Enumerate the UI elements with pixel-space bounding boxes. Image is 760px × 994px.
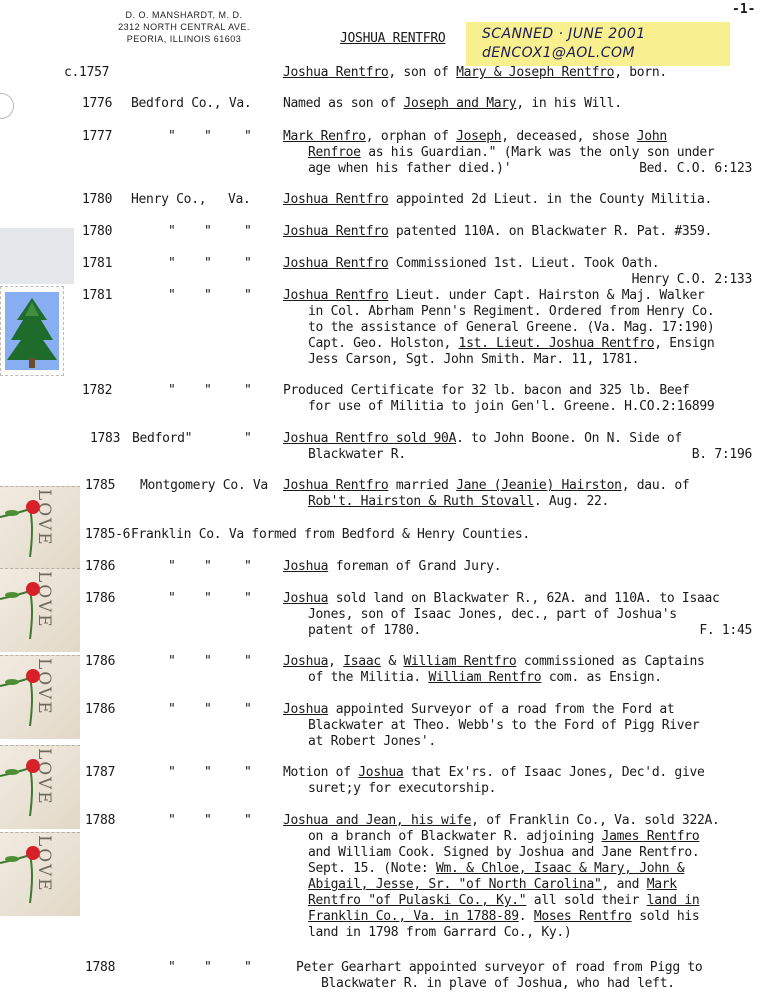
entry-text-segment: in Col. Abrham Penn's Regiment. Ordered from Henry Co.: [308, 304, 715, 319]
entry-text-segment: Abigail, Jesse, Sr. "of North Carolina": [308, 877, 602, 892]
entry-line: [283, 431, 757, 447]
entry-text: [283, 65, 757, 81]
entry-text-segment: John: [636, 129, 667, 144]
entry-text-segment: age when his father died.)': [308, 161, 512, 176]
entry-text-segment: Rentfro "of Pulaski Co., Ky.": [308, 893, 527, 908]
entry-line: [283, 829, 757, 845]
entry-ditto: ": [204, 702, 212, 717]
entry-text-segment: of the Militia.: [308, 670, 429, 685]
entry-text-segment: foreman of Grand Jury.: [328, 559, 502, 574]
entry-ditto: ": [168, 702, 176, 717]
entry-line: [283, 877, 757, 893]
entry-text-segment: Jones, son of Isaac Jones, dec., part of Joshua's: [308, 607, 677, 622]
entry-text-segment: , son of: [388, 65, 457, 80]
love-stamp-word: LOVE: [34, 658, 54, 716]
entry-text-segment: appointed 2d Lieut. in the County Militia.: [388, 192, 713, 207]
entry-line: [283, 399, 757, 415]
entry-line: [283, 781, 757, 797]
entry-text-segment: , of Franklin Co., Va. sold 322A.: [471, 813, 720, 828]
entry-text-segment: . to John Boone. On N. Side of: [456, 431, 682, 446]
entry-text-segment: all sold their: [526, 893, 647, 908]
entry-date: 1781: [82, 256, 113, 271]
love-stamp: [0, 832, 80, 916]
entry-line: [283, 478, 757, 494]
page-title: JOSHUA RENTFRO: [340, 31, 446, 46]
entry-text-segment: , born.: [614, 65, 667, 80]
entry-text-segment: sold land on Blackwater R., 62A. and 110A. to Isaac: [328, 591, 720, 606]
entry-ditto: ": [204, 813, 212, 828]
love-stamp: [0, 486, 80, 570]
entry-date: 1788: [85, 960, 116, 975]
punch-hole: [0, 93, 14, 119]
entry-citation: B. 7:196: [691, 447, 752, 462]
entry-ditto: ": [244, 129, 252, 144]
love-stamp-word: LOVE: [34, 835, 54, 893]
entry-line: [283, 559, 757, 575]
entry-text-segment: on a branch of Blackwater R. adjoining: [308, 829, 602, 844]
entry-text: [283, 478, 757, 510]
entry-line: [283, 336, 757, 352]
entry-line: [283, 256, 757, 272]
entry-text-segment: sold his: [631, 909, 700, 924]
entry-text-segment: appointed Surveyor of a road from the Ford at: [328, 702, 675, 717]
entry-date: c.1757: [64, 65, 110, 80]
entry-ditto: ": [204, 256, 212, 271]
entry-text-segment: 1st. Lieut. Joshua Rentfro: [458, 336, 655, 351]
entry-text-segment: Joshua Rentfro: [283, 192, 389, 207]
entry-text-segment: patent of 1780.: [308, 623, 421, 638]
entry-line: [283, 607, 757, 623]
entry-line: [283, 447, 757, 463]
entry-text-segment: married: [388, 478, 457, 493]
sticky-note-line: dENCOX1@AOL.COM: [482, 45, 635, 61]
entry-text-segment: to the assistance of General Greene. (Va. Mag. 17:190): [308, 320, 715, 335]
entry-text-segment: . Aug. 22.: [533, 494, 610, 509]
entry-text-segment: Mary & Joseph Rentfro: [456, 65, 615, 80]
sticky-note: [466, 22, 730, 66]
entry-text-segment: Franklin Co., Va. in 1788-89: [308, 909, 519, 924]
entry-ditto: ": [244, 765, 252, 780]
entry-text-segment: Joshua Rentfro: [283, 224, 389, 239]
entry-text-segment: Blackwater at Theo. Webb's to the Ford of Pigg River: [308, 718, 700, 733]
entry-line: [283, 925, 757, 941]
entry-line: [283, 383, 757, 399]
entry-text-segment: Joshua: [283, 654, 329, 669]
entry-text-segment: Joseph: [456, 129, 502, 144]
tree-stamp-image: [5, 292, 59, 370]
entry-line: [283, 224, 757, 240]
entry-text: [283, 192, 757, 208]
entry-date: 1786: [85, 591, 116, 606]
entry-text: [283, 288, 757, 368]
entry-text-segment: Joshua Rentfro sold 90A: [283, 431, 457, 446]
entry-line: [283, 734, 757, 750]
entry-line: [283, 845, 757, 861]
entry-line: [283, 145, 757, 161]
entry-ditto: ": [168, 383, 176, 398]
entry-text: [283, 224, 757, 240]
entry-text: [283, 765, 757, 797]
entry-text-segment: Wm. & Chloe, Isaac & Mary, John &: [435, 861, 685, 876]
entry-text-segment: .: [518, 909, 534, 924]
entry-text-segment: land in: [646, 893, 700, 908]
entry-text-segment: William Rentfro: [428, 670, 542, 685]
entry-ditto: ": [204, 288, 212, 303]
entry-ditto: ": [168, 765, 176, 780]
entry-ditto: ": [204, 960, 212, 975]
entry-text-segment: Joshua Rentfro: [283, 478, 389, 493]
entry-line: [283, 320, 757, 336]
entry-text: [283, 591, 757, 639]
letterhead-name: D. O. MANSHARDT, M. D.: [125, 10, 243, 20]
entry-line: [296, 976, 760, 992]
entry-text-segment: Joshua Rentfro: [283, 65, 389, 80]
entry-text-segment: com. as Ensign.: [541, 670, 662, 685]
entry-line: [283, 670, 757, 686]
entry-ditto: ": [244, 960, 252, 975]
entry-ditto: ": [168, 224, 176, 239]
entry-ditto: ": [244, 256, 252, 271]
entry-ditto: ": [244, 591, 252, 606]
entry-date: 1787: [85, 765, 116, 780]
entry-ditto: ": [204, 559, 212, 574]
entry-text-segment: , dau. of: [621, 478, 690, 493]
entry-date: 1786: [85, 702, 116, 717]
entry-line: [283, 129, 757, 145]
entry-place: Henry Co.,: [131, 192, 207, 207]
entry-ditto: ": [204, 224, 212, 239]
entry-place: Bedford": [132, 431, 193, 446]
entry-text: [296, 960, 760, 992]
entry-text-segment: Capt. Geo. Holston,: [308, 336, 459, 351]
entry-citation: Bed. C.O. 6:123: [639, 161, 752, 176]
tree-icon: [5, 292, 59, 370]
entry-text-segment: Mark Renfro: [283, 129, 366, 144]
entry-text-segment: Peter Gearhart appointed surveyor of road from Pigg to: [296, 960, 703, 975]
entry-date: 1783: [90, 431, 121, 446]
entry-text-segment: Joshua Rentfro: [283, 256, 389, 271]
entry-ditto: ": [204, 383, 212, 398]
entry-text-segment: that Ex'rs. of Isaac Jones, Dec'd. give: [403, 765, 705, 780]
entry-text-segment: Blackwater R.: [308, 447, 406, 462]
entry-text-segment: , orphan of: [365, 129, 457, 144]
entry-text-segment: Commissioned 1st. Lieut. Took Oath.: [388, 256, 660, 271]
entry-line: [283, 352, 757, 368]
entry-ditto: Va.: [228, 192, 251, 207]
entry-place: Bedford Co., Va.: [131, 96, 252, 111]
love-stamp: [0, 568, 80, 652]
love-stamp-word: LOVE: [34, 748, 54, 806]
entry-date: 1781: [82, 288, 113, 303]
entry-text-segment: commissioned as Captains: [516, 654, 705, 669]
entry-line: [283, 623, 757, 639]
entry-date: 1788: [85, 813, 116, 828]
entry-line: [283, 702, 757, 718]
entry-place: Montgomery Co. Va: [140, 478, 268, 493]
entry-text-segment: Joshua: [283, 559, 329, 574]
entry-ditto: ": [168, 129, 176, 144]
entry-date: 1777: [82, 129, 113, 144]
love-stamp-word: LOVE: [34, 489, 54, 547]
entry-text-segment: &: [380, 654, 404, 669]
entry-ditto: ": [168, 288, 176, 303]
entry-line: [283, 192, 757, 208]
letterhead-street: 2312 NORTH CENTRAL AVE.: [118, 22, 250, 32]
entry-text-segment: land in 1798 from Garrard Co., Ky.): [308, 925, 572, 940]
entry-text-segment: , Ensign: [654, 336, 715, 351]
entry-text: [283, 96, 757, 112]
page-number: -1-: [732, 2, 756, 17]
entry-date: 1780: [82, 192, 113, 207]
entry-text-segment: Joshua and Jean, his wife: [283, 813, 472, 828]
entry-place: Franklin Co. Va formed from Bedford & Henry Counties.: [131, 527, 530, 542]
entry-line: [283, 591, 757, 607]
entry-text: [283, 702, 757, 750]
entry-line: [283, 654, 757, 670]
entry-text-segment: at Robert Jones'.: [308, 734, 436, 749]
entry-line: [283, 65, 757, 81]
entry-text-segment: and William Cook. Signed by Joshua and Jane Rentfro.: [308, 845, 700, 860]
entry-ditto: ": [204, 765, 212, 780]
entry-ditto: ": [204, 591, 212, 606]
entry-ditto: ": [168, 960, 176, 975]
entry-ditto: ": [244, 383, 252, 398]
entry-text-segment: Lieut. under Capt. Hairston & Maj. Walker: [388, 288, 705, 303]
tree-stamp: [0, 286, 64, 376]
entry-ditto: ": [244, 288, 252, 303]
entry-date: 1782: [82, 383, 113, 398]
entry-ditto: ": [244, 559, 252, 574]
entry-text-segment: Joshua: [283, 591, 329, 606]
entry-text-segment: Jane (Jeanie) Hairston: [456, 478, 622, 493]
entry-line: [296, 960, 760, 976]
entry-ditto: ": [168, 654, 176, 669]
love-stamp: [0, 655, 80, 739]
entry-text-segment: Produced Certificate for 32 lb. bacon and 325 lb. Beef: [283, 383, 690, 398]
entry-text-segment: Rob't. Hairston & Ruth Stovall: [308, 494, 534, 509]
entry-text: [283, 431, 757, 463]
love-stamp-word: LOVE: [34, 571, 54, 629]
entry-citation: Henry C.O. 2:133: [631, 272, 752, 287]
entry-text-segment: Moses Rentfro: [533, 909, 632, 924]
entry-ditto: ": [168, 256, 176, 271]
entry-text-segment: Blackwater R. in plave of Joshua, who had left.: [321, 976, 675, 991]
entry-ditto: ": [244, 224, 252, 239]
entry-text-segment: Jess Carson, Sgt. John Smith. Mar. 11, 1781.: [308, 352, 640, 367]
entry-ditto: ": [244, 702, 252, 717]
entry-line: [283, 96, 757, 112]
entry-line: [283, 861, 757, 877]
entry-line: [283, 494, 757, 510]
entry-line: [283, 288, 757, 304]
entry-date: 1776: [82, 96, 113, 111]
entry-text-segment: , and: [601, 877, 647, 892]
entry-date: 1786: [85, 654, 116, 669]
entry-ditto: ": [168, 559, 176, 574]
entry-line: [283, 893, 757, 909]
entry-text-segment: Joshua Rentfro: [283, 288, 389, 303]
entry-ditto: ": [244, 431, 252, 446]
entry-line: [283, 765, 757, 781]
entry-text-segment: , deceased, shose: [501, 129, 637, 144]
entry-text-segment: William Rentfro: [403, 654, 517, 669]
entry-text: [283, 383, 757, 415]
entry-line: [283, 813, 757, 829]
entry-date: 1785: [85, 478, 116, 493]
entry-text-segment: Named as son of: [283, 96, 404, 111]
entry-text: [283, 256, 757, 272]
entry-text-segment: Motion of: [283, 765, 359, 780]
letterhead-city: PEORIA, ILLINOIS 61603: [126, 34, 242, 44]
entry-text-segment: James Rentfro: [601, 829, 700, 844]
entry-date: 1780: [82, 224, 113, 239]
entry-text-segment: for use of Militia to join Gen'l. Greene. H.CO.2:16899: [308, 399, 715, 414]
entry-ditto: ": [204, 654, 212, 669]
entry-text-segment: Mark: [646, 877, 677, 892]
entry-text-segment: Joshua: [283, 702, 329, 717]
entry-ditto: ": [244, 813, 252, 828]
entry-text: [283, 559, 757, 575]
entry-text: [283, 654, 757, 686]
letterhead: [104, 9, 264, 45]
entry-text: [283, 813, 757, 941]
sticky-note-line: SCANNED · JUNE 2001: [482, 26, 646, 42]
entry-ditto: ": [168, 591, 176, 606]
entry-text-segment: Isaac: [343, 654, 381, 669]
stamp-shadow: [0, 228, 74, 284]
entry-line: [283, 304, 757, 320]
entry-line: [283, 718, 757, 734]
entry-text-segment: as his Guardian." (Mark was the only son under: [360, 145, 715, 160]
entry-text-segment: suret;y for executorship.: [308, 781, 497, 796]
entry-ditto: ": [168, 813, 176, 828]
love-stamp: [0, 745, 80, 829]
entry-text-segment: ,: [328, 654, 344, 669]
entry-text-segment: Sept. 15. (Note:: [308, 861, 436, 876]
entry-text-segment: Joseph and Mary: [403, 96, 517, 111]
entry-ditto: ": [244, 654, 252, 669]
entry-citation: F. 1:45: [699, 623, 752, 638]
entry-text-segment: Renfroe: [308, 145, 361, 160]
entry-date: 1785-6: [85, 527, 131, 542]
entry-text-segment: , in his Will.: [516, 96, 622, 111]
entry-text-segment: patented 110A. on Blackwater R. Pat. #359.: [388, 224, 713, 239]
entry-line: [283, 909, 757, 925]
entry-date: 1786: [85, 559, 116, 574]
entry-text-segment: Joshua: [358, 765, 404, 780]
entry-ditto: ": [204, 129, 212, 144]
